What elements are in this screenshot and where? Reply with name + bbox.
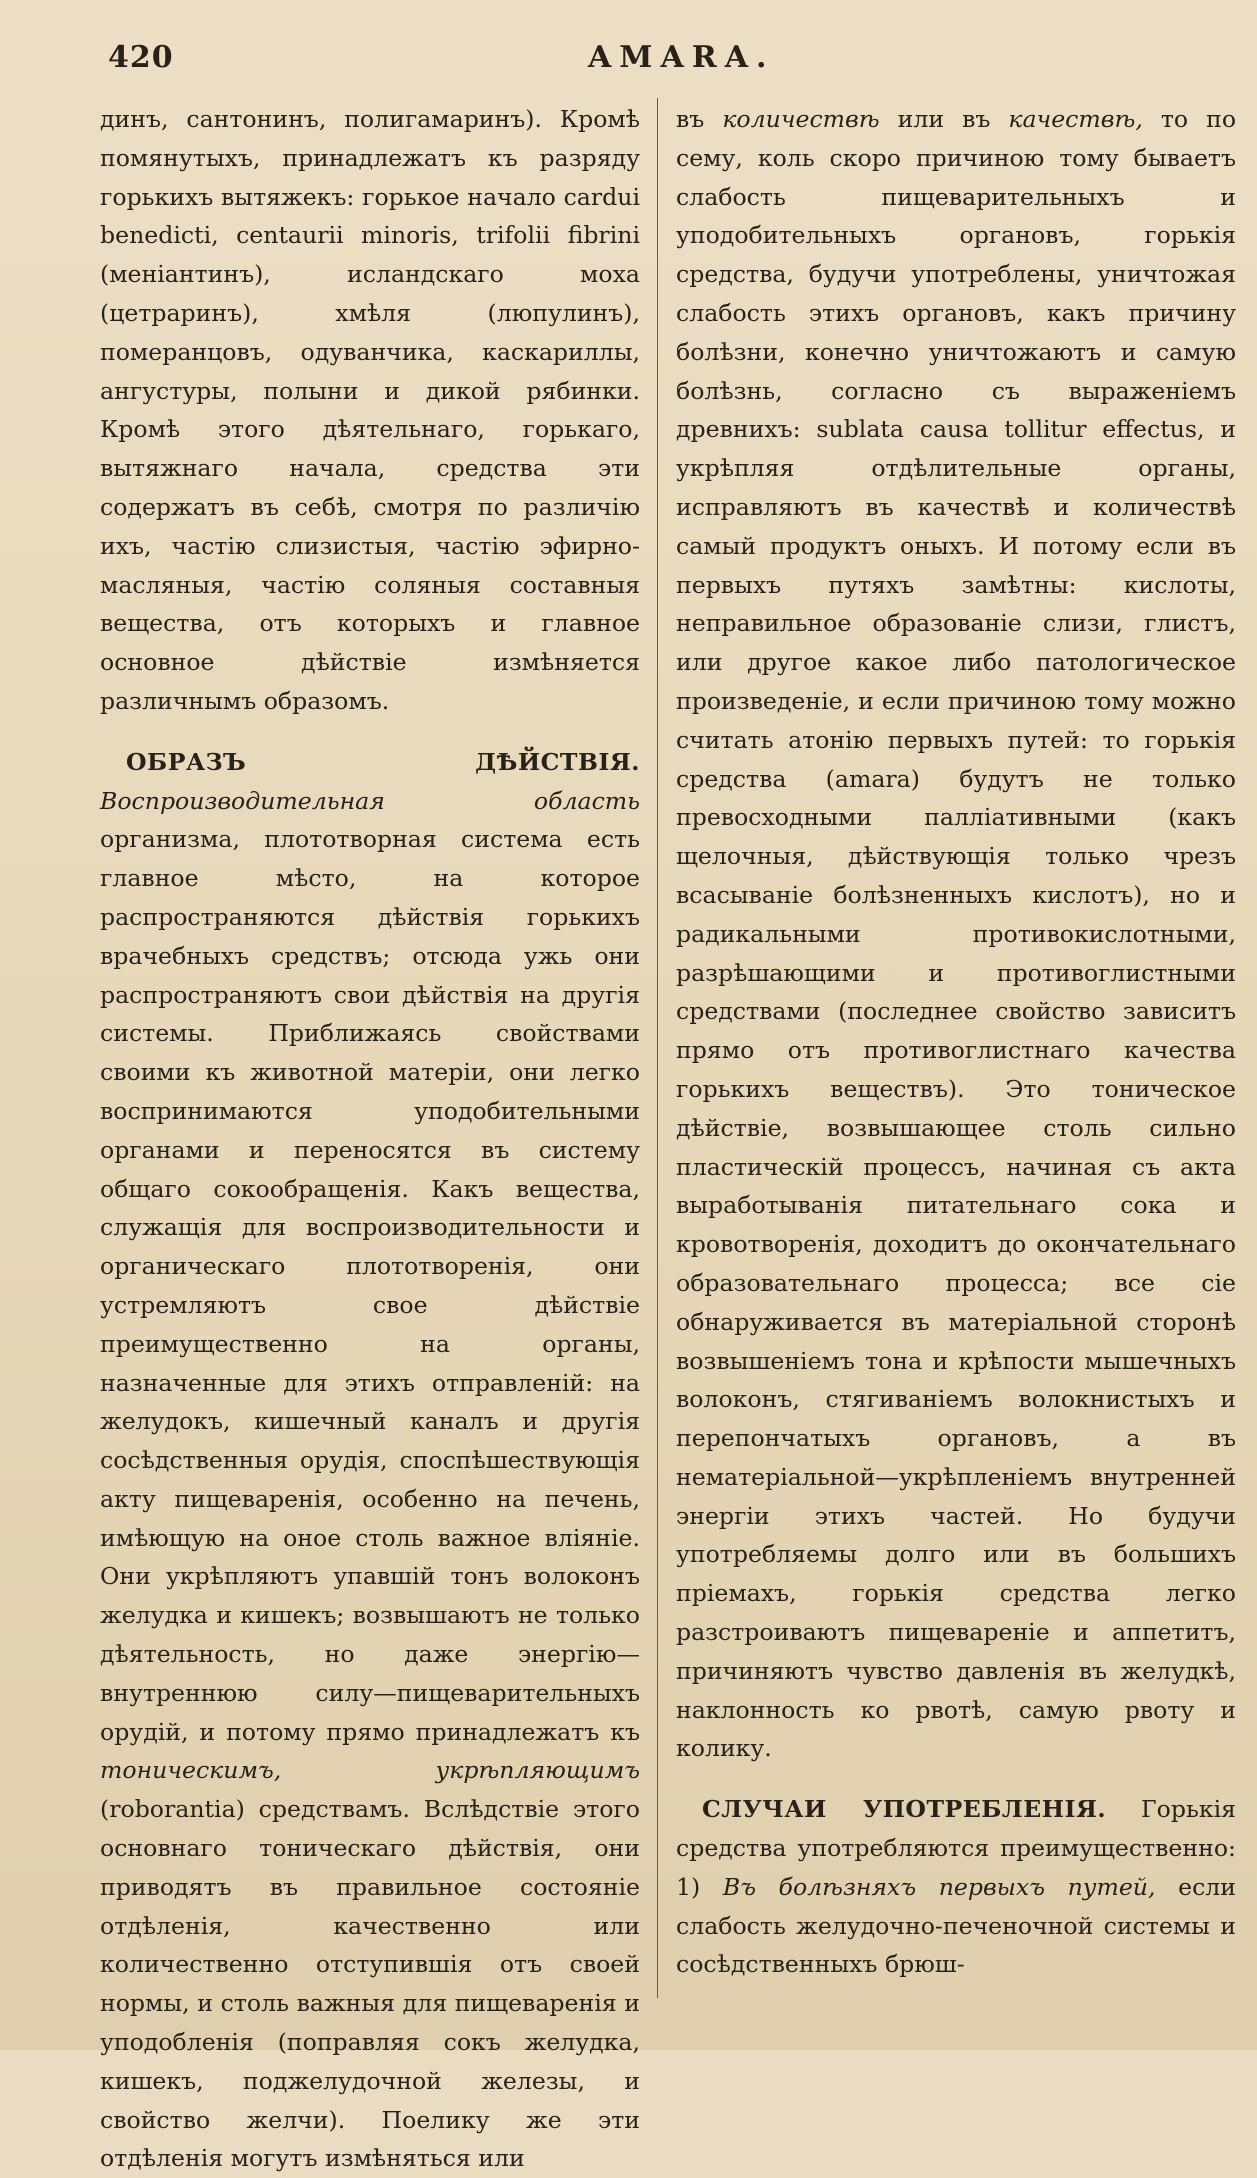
section-heading-cases-of-use: СЛУЧАИ УПОТРЕБЛЕНІЯ. xyxy=(702,1795,1107,1824)
section-heading-mode-of-action: ОБРАЗЪ ДѢЙСТВІЯ. xyxy=(126,747,640,776)
paragraph-composition: динъ, сантонинъ, полигамаринъ). Кромѣ помянутыхъ, принадлежатъ къ разряду горькихъ вытяжекъ: горькое начало cardui benedicti, centaurii minoris, trifolii fibrini (меніантинъ), исландскаго моха (цетраринъ), хмѣля (люпулинъ), померанцовъ, одуванчика, каскариллы, ангустуры, полыни и дикой рябинки. Кромѣ этого дѣятельнаго, горькаго, вытяжнаго начала, средства эти содержатъ въ себѣ, смотря по различію ихъ, частію слизистыя, частію эфирно-масляныя, частію соляныя составныя вещества, отъ которыхъ и главное основное дѣйствіе измѣняется различнымъ образомъ. xyxy=(100,105,640,715)
paragraph-text: въ xyxy=(676,105,705,133)
paragraph-text: организма, плототворная система есть главное мѣсто, на которое распространяются дѣйствія горькихъ врачебныхъ средствъ; отсюда ужь они распространяютъ свои дѣйствія на другія системы. Приближаясь свойствами своими къ животной матеріи, они легко воспринимаются уподобительными органами и переносятся въ систему общаго сокообращенія. Какъ вещества, служащія для воспроизводительности и органическаго плототворенія, они устремляютъ свое дѣйствіе преимущественно на органы, назначенные для этихъ отправленій: на желудокъ, кишечный каналъ и другія сосѣдственныя орудія, споспѣшествующія акту пищеваренія, особенно на печень, имѣющую на оное столь важное вліяніе. Они укрѣпляютъ упавшій тонъ волоконъ желудка и кишекъ; возвышаютъ не только дѣятельность, но даже энергію—внутреннюю силу—пищеварительныхъ орудій, и потому прямо принадлежатъ къ xyxy=(100,825,640,1746)
italic-term-tonic: тоническимъ, укрѣпляющимъ xyxy=(100,1756,640,1785)
italic-term-quantity: количествѣ xyxy=(722,105,880,133)
running-head: AMARA. xyxy=(588,40,775,75)
paragraph-text: или въ xyxy=(897,105,991,133)
page-number: 420 xyxy=(108,40,174,75)
paragraph-mode-of-action xyxy=(100,743,640,2178)
left-column xyxy=(100,100,640,2178)
italic-term-first-passages: Въ болѣзняхъ первыхъ путей, xyxy=(722,1872,1156,1901)
paragraph-cases-of-use xyxy=(676,1790,1236,1984)
paragraph-text: Горькія средства употребляются преимущественно: 1) xyxy=(676,1795,1236,1901)
page-header xyxy=(108,40,1208,80)
paragraph-text: то по сему, коль скоро причиною тому бываетъ слабость пищеварительныхъ и уподобительныхъ органовъ, горькія средства, будучи употреблены, уничтожая слабость этихъ органовъ, какъ причину болѣзни, конечно уничтожаютъ и самую болѣзнь, согласно съ выраженіемъ древнихъ: sublata causa tollitur effectus, и укрѣпляя отдѣлительные органы, исправляютъ въ качествѣ и количествѣ самый продуктъ оныхъ. И потому если въ первыхъ путяхъ замѣтны: кислоты, неправильное образованіе слизи, глистъ, или другое какое либо патологическое произведеніе, и если причиною тому можно считать атонію первыхъ путей: то горькія средства (amara) будутъ не только превосходными палліативными (какъ щелочныя, дѣйствующія только чрезъ всасываніе болѣзненныхъ кислотъ), но и радикальными противокислотными, разрѣшающими и противоглистными средствами (последнее свойство зависитъ прямо отъ противоглистнаго качества горькихъ веществъ). Это тоническое дѣйствіе, возвышающее столь сильно пластическій процессъ, начиная съ акта выработыванія питательнаго сока и кровотворенія, доходитъ до окончательнаго образовательнаго процесса; все сіе обнаруживается въ матеріальной сторонѣ возвышеніемъ тона и крѣпости мышечныхъ волоконъ, стягиваніемъ волокнистыхъ и перепончатыхъ органовъ, а въ нематеріальной—укрѣпленіемъ внутренней энергіи этихъ частей. Но будучи употребляемы долго или въ большихъ пріемахъ, горькія средства легко разстроиваютъ пищевареніе и аппетитъ, причиняютъ чувство давленія въ желудкѣ, наклонность ко рвотѣ, самую рвоту и колику. xyxy=(676,105,1237,1763)
paragraph-text: если слабость желудочно-печеночной системы и сосѣдственныхъ брюш- xyxy=(676,1872,1237,1979)
paragraph-text: (roborantia) средствамъ. Вслѣдствіе этого основнаго тоническаго дѣйствія, они приводятъ въ правильное состояніе отдѣленія, качественно или количественно отступившія отъ своей нормы, и столь важныя для пищеваренія и уподобленія (поправляя сокъ желудка, кишекъ, поджелудочной железы, и свойство желчи). Поелику же эти отдѣленія могутъ измѣняться или xyxy=(100,1795,640,2173)
italic-term-reproductive-area: Воспроизводительная область xyxy=(100,786,640,815)
column-divider xyxy=(657,98,658,1998)
right-column xyxy=(676,100,1236,1984)
italic-term-quality: качествѣ, xyxy=(1008,105,1143,133)
paragraph-continuation xyxy=(676,100,1236,1768)
